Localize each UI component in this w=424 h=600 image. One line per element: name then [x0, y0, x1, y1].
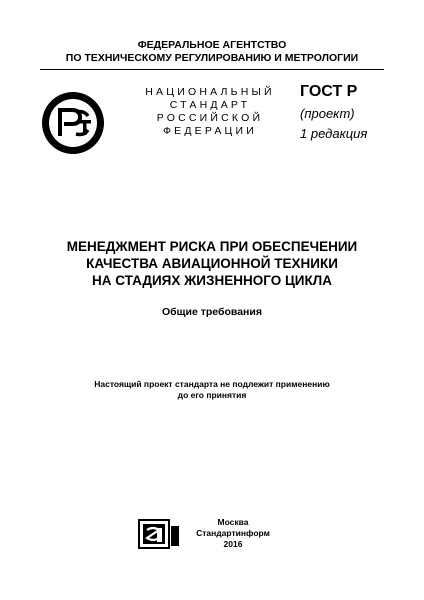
- standard-name-line-1: НАЦИОНАЛЬНЫЙ: [145, 86, 275, 98]
- publisher-block: [188, 517, 278, 550]
- header-divider: [40, 69, 384, 70]
- agency-header: [0, 39, 424, 65]
- publisher-year: 2016: [223, 539, 243, 549]
- standard-name-line-4: ФЕДЕРАЦИИ: [162, 125, 258, 137]
- standard-name-line-2: СТАНДАРТ: [169, 99, 251, 111]
- standard-name: [140, 86, 280, 138]
- notice-line-1: Настоящий проект стандарта не подлежит применению: [94, 379, 330, 389]
- notice-line-2: до его принятия: [177, 390, 247, 400]
- agency-line-1: ФЕДЕРАЛЬНОЕ АГЕНТСТВО: [137, 39, 287, 51]
- standard-name-line-3: РОССИЙСКОЙ: [156, 112, 264, 124]
- standard-edition: 1 редакция: [300, 126, 368, 141]
- title-line-1: МЕНЕДЖМЕНТ РИСКА ПРИ ОБЕСПЕЧЕНИИ: [66, 239, 358, 254]
- publisher-city: Москва: [217, 517, 249, 527]
- standartinform-logo-icon: [137, 516, 195, 552]
- gost-r-logo-icon: [40, 90, 106, 156]
- publisher-name: Стандартинформ: [196, 528, 270, 538]
- standard-status: (проект): [300, 106, 355, 121]
- agency-line-2: ПО ТЕХНИЧЕСКОМУ РЕГУЛИРОВАНИЮ И МЕТРОЛОГИИ: [65, 52, 359, 64]
- document-title: [0, 238, 424, 289]
- draft-notice: [0, 379, 424, 401]
- document-subtitle: Общие требования: [162, 306, 262, 318]
- title-line-3: НА СТАДИЯХ ЖИЗНЕННОГО ЦИКЛА: [92, 273, 332, 288]
- standard-number: ГОСТ Р: [300, 83, 358, 100]
- title-line-2: КАЧЕСТВА АВИАЦИОННОЙ ТЕХНИКИ: [86, 256, 338, 271]
